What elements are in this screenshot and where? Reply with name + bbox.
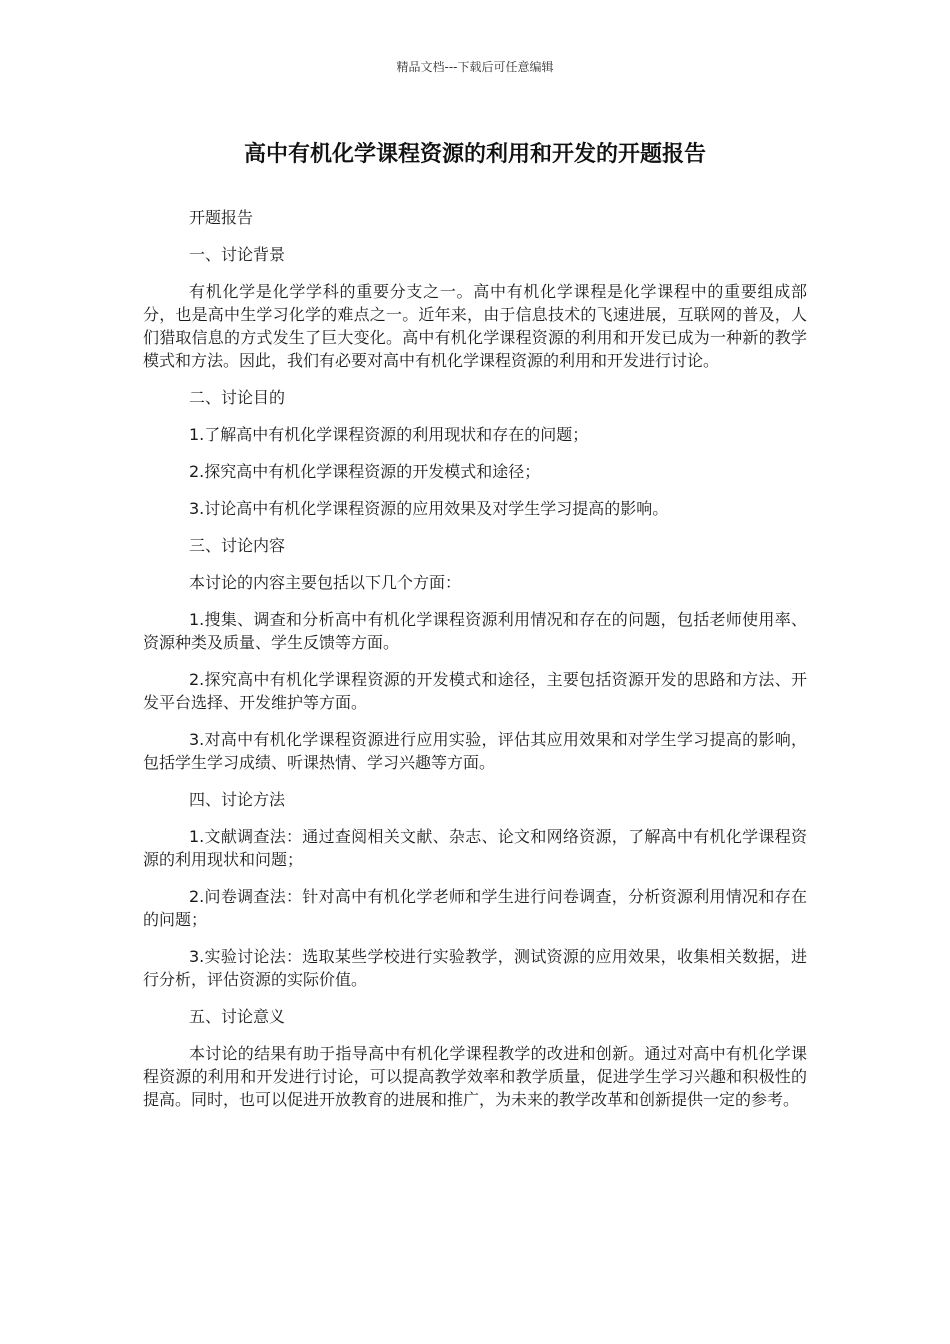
paragraph-report-label: 开题报告 bbox=[189, 208, 254, 227]
list-item-purpose-1: 1.了解高中有机化学课程资源的利用现状和存在的问题； bbox=[189, 425, 589, 444]
list-item-content-3: 3.对高中有机化学课程资源进行应用实验，评估其应用效果和对学生学习提高的影响，包括学生学习成绩、听课热情、学习兴趣等方面。 bbox=[143, 730, 807, 772]
list-item-purpose-3: 3.讨论高中有机化学课程资源的应用效果及对学生学习提高的影响。 bbox=[189, 499, 669, 518]
list-item-content-2: 2.探究高中有机化学课程资源的开发模式和途径，主要包括资源开发的思路和方法、开发平台选择、开发维护等方面。 bbox=[143, 670, 807, 712]
list-item-method-2: 2.问卷调查法：针对高中有机化学老师和学生进行问卷调查，分析资源利用情况和存在的问题； bbox=[143, 887, 807, 929]
list-item-content-1: 1.搜集、调查和分析高中有机化学课程资源利用情况和存在的问题，包括老师使用率、资源种类及质量、学生反馈等方面。 bbox=[143, 610, 807, 652]
header-note: 精品文档---下载后可任意编辑 bbox=[396, 60, 554, 74]
section-heading-methods: 四、讨论方法 bbox=[189, 790, 286, 809]
list-item-method-1: 1.文献调查法：通过查阅相关文献、杂志、论文和网络资源，了解高中有机化学课程资源的利用现状和问题； bbox=[143, 827, 807, 869]
list-item-method-3: 3.实验讨论法：选取某些学校进行实验教学，测试资源的应用效果，收集相关数据，进行分析，评估资源的实际价值。 bbox=[143, 947, 807, 989]
section-heading-significance: 五、讨论意义 bbox=[189, 1007, 286, 1026]
section-heading-content: 三、讨论内容 bbox=[189, 536, 286, 555]
section-heading-purpose: 二、讨论目的 bbox=[189, 388, 286, 407]
section-heading-background: 一、讨论背景 bbox=[189, 245, 286, 264]
document-title: 高中有机化学课程资源的利用和开发的开题报告 bbox=[243, 142, 706, 167]
list-item-purpose-2: 2.探究高中有机化学课程资源的开发模式和途径； bbox=[189, 462, 541, 481]
paragraph-significance: 本讨论的结果有助于指导高中有机化学课程教学的改进和创新。通过对高中有机化学课程资源的利用和开发进行讨论，可以提高教学效率和教学质量，促进学生学习兴趣和积极性的提高。同时，也可以促进开放教育的进展和推广，为未来的教学改革和创新提供一定的参考。 bbox=[143, 1044, 807, 1109]
paragraph-background: 有机化学是化学学科的重要分支之一。高中有机化学课程是化学课程中的重要组成部分，也是高中生学习化学的难点之一。近年来，由于信息技术的飞速进展，互联网的普及，人们猎取信息的方式发生了巨大变化。高中有机化学课程资源的利用和开发已成为一种新的教学模式和方法。因此，我们有必要对高中有机化学课程资源的利用和开发进行讨论。 bbox=[143, 282, 807, 370]
document-body bbox=[143, 206, 807, 1125]
paragraph-content-intro: 本讨论的内容主要包括以下几个方面： bbox=[189, 573, 462, 592]
